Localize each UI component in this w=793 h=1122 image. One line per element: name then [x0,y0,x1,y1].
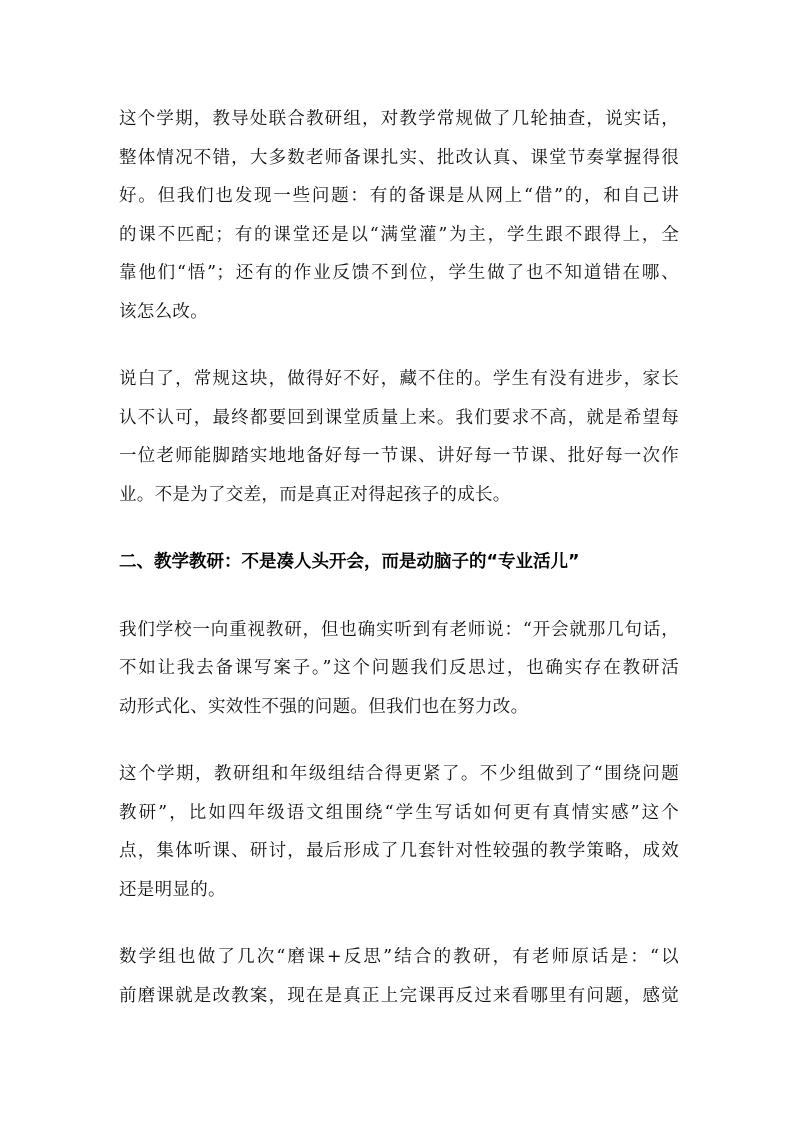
paragraph-grade-group [119,755,679,909]
text-line: 业。不是为了交差，而是真正对得起孩子的成长。 [119,484,511,505]
text-line: 一位老师能脚踏实地地备好每一节课、讲好每一节课、批好每一次作 [119,446,679,466]
section-heading: 二、教学教研：不是凑人头开会，而是动脑子的“专业活儿” [119,552,580,572]
text-line: 我们学校一向重视教研，但也确实听到有老师说：“开会就那几句话， [119,619,679,640]
text-line: 教研”，比如四年级语文组围绕“学生写话如何更有真情实感”这个 [119,802,679,823]
text-line: 说白了，常规这块，做得好不好，藏不住的。学生有没有进步，家长 [119,369,679,389]
text-line: 前磨课就是改教案，现在是真正上完课再反过来看哪里有问题，感觉 [119,985,679,1006]
paragraph-classroom-quality [119,360,679,514]
text-line: 靠他们“悟”；还有的作业反馈不到位，学生做了也不知道错在哪、 [119,263,679,283]
text-line: 整体情况不错，大多数老师备课扎实、批改认真、课堂节奏掌握得很 [119,147,679,168]
text-line: 还是明显的。 [119,879,226,900]
text-line: 不如让我去备课写案子。”这个问题我们反思过，也确实存在教研活 [119,658,679,678]
text-line: 这个学期，教导处联合教研组，对教学常规做了几轮抽查，说实话， [119,109,679,129]
text-line: 的课不匹配；有的课堂还是以“满堂灌”为主，学生跟不跟得上，全 [119,224,679,245]
paragraph-teaching-research [119,611,679,727]
text-line: 点，集体听课、研讨，最后形成了几套针对性较强的教学策略，成效 [119,841,679,861]
text-line: 认不认可，最终都要回到课堂质量上来。我们要求不高，就是希望每 [119,407,679,428]
text-line: 好。但我们也发现一些问题：有的备课是从网上“借”的，和自己讲 [119,186,679,206]
text-line: 该怎么改。 [119,301,208,322]
text-line: 动形式化、实效性不强的问题。但我们也在努力改。 [119,696,529,717]
paragraph-math-group [119,938,679,1015]
text-line: 数学组也做了几次“磨课+反思”结合的教研，有老师原话是：“以 [119,947,679,967]
document-body [119,100,679,1044]
paragraph-routine-inspection [119,100,679,331]
text-line: 这个学期，教研组和年级组结合得更紧了。不少组做到了“围绕问题 [119,764,679,784]
